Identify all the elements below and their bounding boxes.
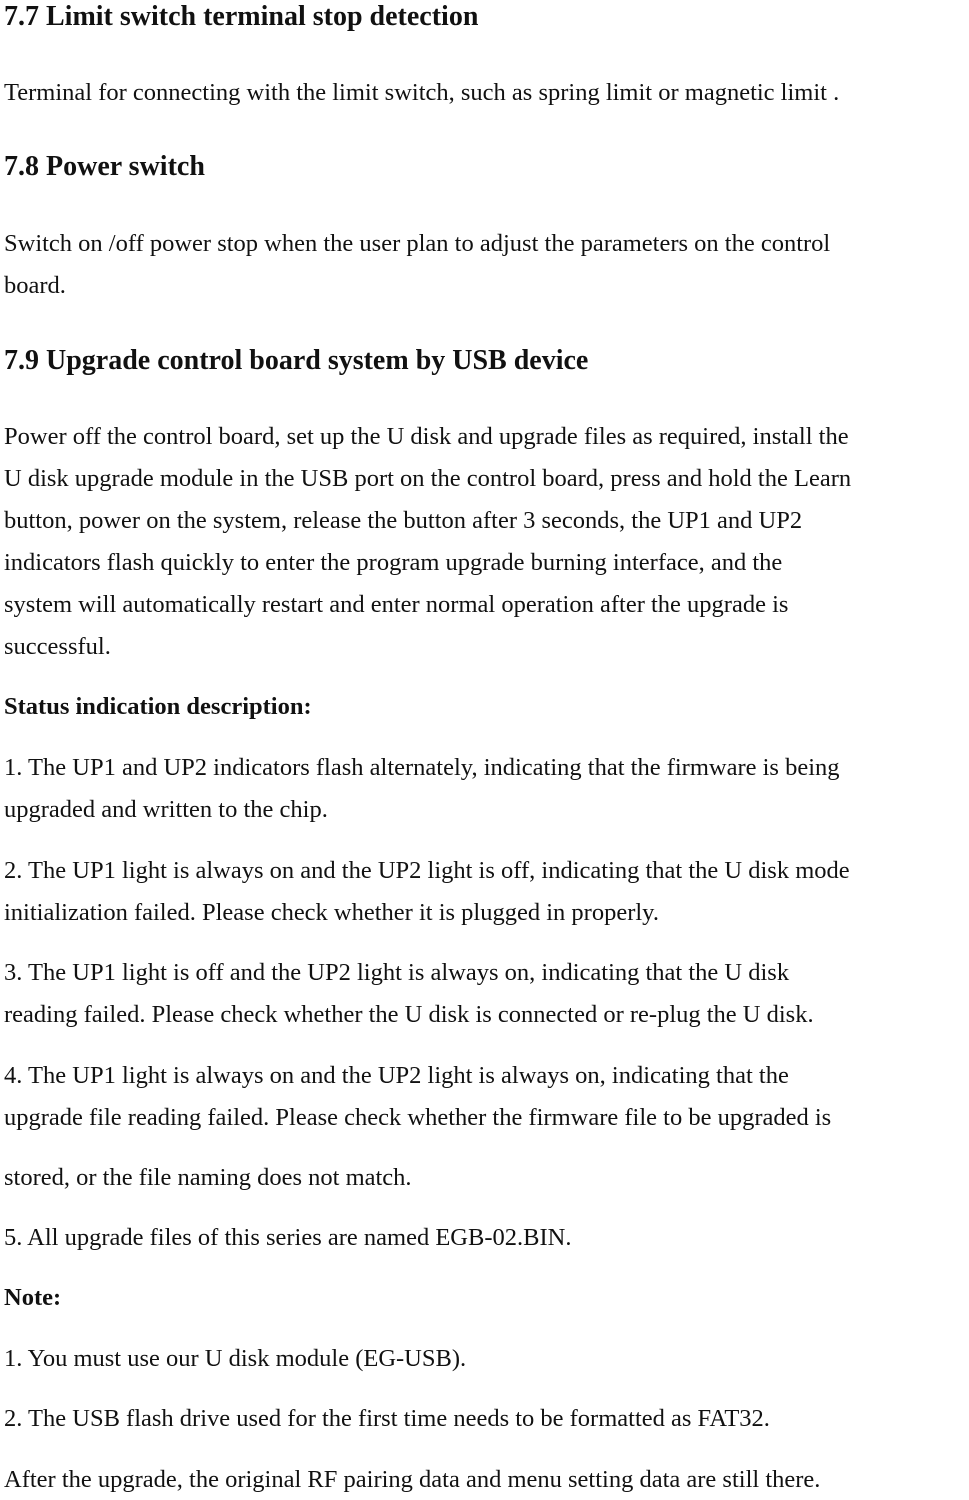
status-item-line: initialization failed. Please check whether it is plugged in properly. [4, 899, 659, 926]
section-heading-7-8: 7.8 Power switch [4, 151, 205, 182]
note-footer: After the upgrade, the original RF pairing data and menu setting data are still there. [4, 1466, 821, 1493]
section-heading-7-9: 7.9 Upgrade control board system by USB device [4, 345, 589, 376]
status-item-line: 1. The UP1 and UP2 indicators flash alternately, indicating that the firmware is being [4, 754, 840, 781]
section-heading-7-7: 7.7 Limit switch terminal stop detection [4, 1, 479, 32]
status-title: Status indication description: [4, 693, 312, 720]
status-item-line: upgraded and written to the chip. [4, 796, 328, 823]
section-body-line: board. [4, 272, 66, 299]
note-title: Note: [4, 1284, 62, 1311]
status-item-line: 2. The UP1 light is always on and the UP2 light is off, indicating that the U disk mode [4, 857, 850, 884]
status-item-line: 5. All upgrade files of this series are named EGB-02.BIN. [4, 1224, 572, 1251]
section-body-line: Switch on /off power stop when the user plan to adjust the parameters on the control [4, 230, 831, 257]
status-item-line: 3. The UP1 light is off and the UP2 light is always on, indicating that the U disk [4, 959, 790, 986]
note-item: 1. You must use our U disk module (EG-USB). [4, 1345, 467, 1372]
section-body-line: button, power on the system, release the button after 3 seconds, the UP1 and UP2 [4, 507, 803, 534]
section-body-line: system will automatically restart and enter normal operation after the upgrade is [4, 591, 789, 618]
status-item-line: upgrade file reading failed. Please check whether the firmware file to be upgraded is [4, 1104, 832, 1131]
section-body-line: successful. [4, 633, 111, 660]
status-item-line: reading failed. Please check whether the U disk is connected or re-plug the U disk. [4, 1001, 814, 1028]
note-item: 2. The USB flash drive used for the first time needs to be formatted as FAT32. [4, 1405, 770, 1432]
section-body-line: indicators flash quickly to enter the program upgrade burning interface, and the [4, 549, 783, 576]
status-item-line: 4. The UP1 light is always on and the UP2 light is always on, indicating that the [4, 1062, 789, 1089]
section-body-line: U disk upgrade module in the USB port on the control board, press and hold the Learn [4, 465, 852, 492]
status-item-line: stored, or the file naming does not match. [4, 1164, 412, 1191]
section-body-line: Terminal for connecting with the limit switch, such as spring limit or magnetic limit . [4, 79, 840, 106]
section-body-line: Power off the control board, set up the U disk and upgrade files as required, install the [4, 423, 849, 450]
